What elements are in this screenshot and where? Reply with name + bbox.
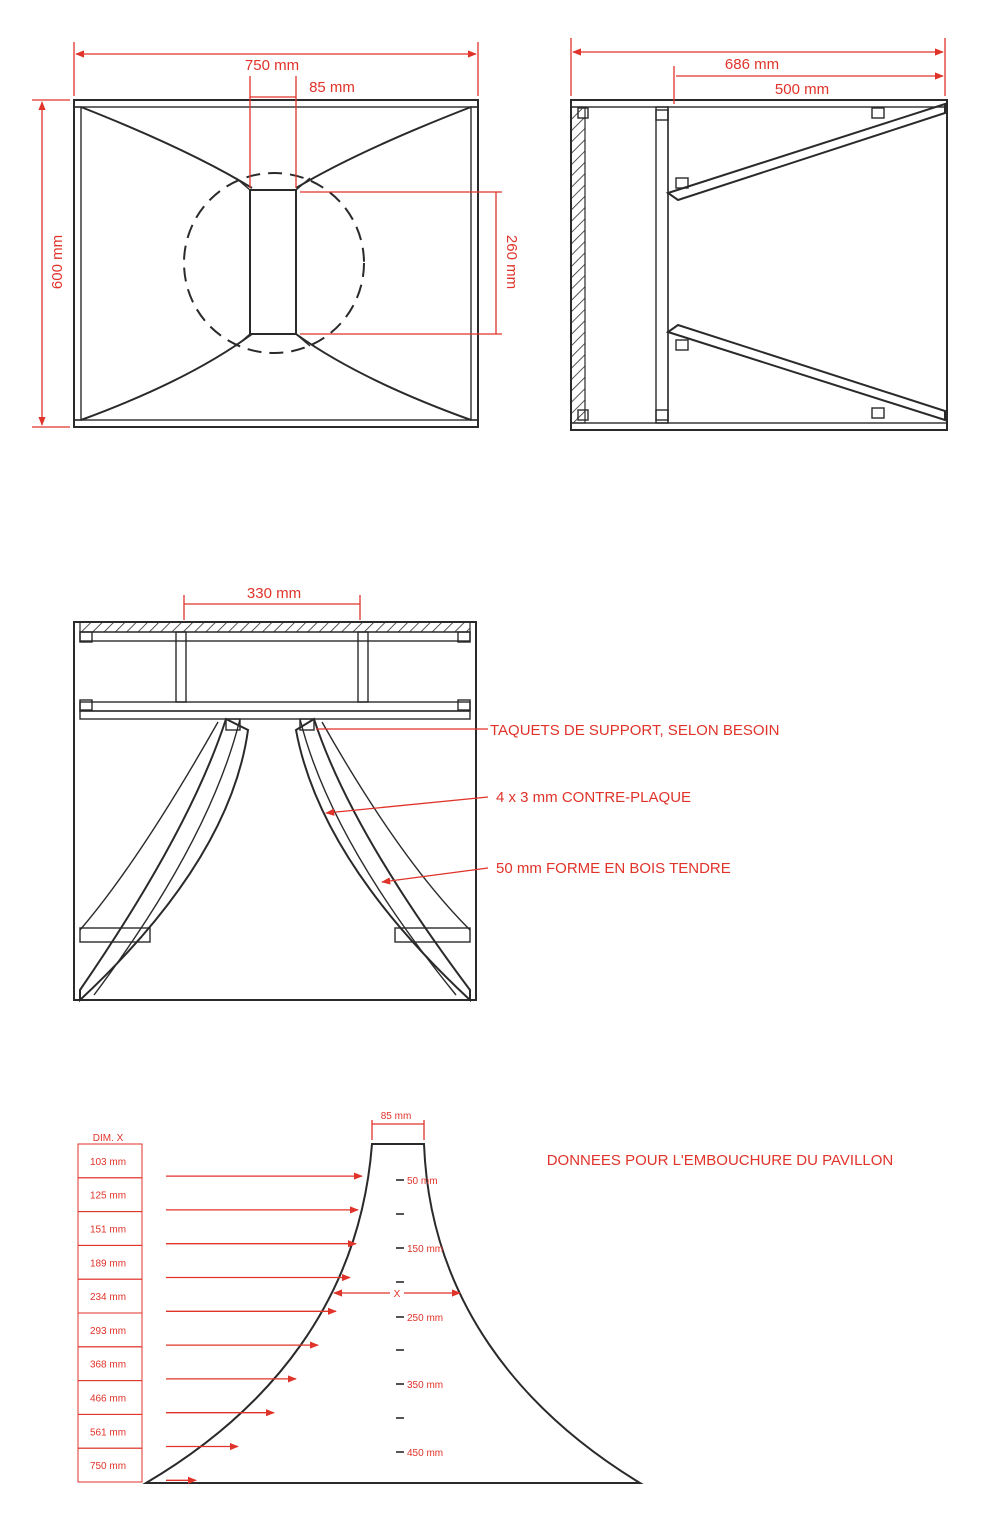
horn-profile-view [78, 1111, 893, 1483]
front-bottom-panel [74, 420, 478, 427]
diameter-table [78, 1144, 142, 1482]
horn-profile-title: DONNEES POUR L'EMBOUCHURE DU PAVILLON [546, 1152, 894, 1169]
throat-height-label: 260 mm [503, 234, 520, 290]
diameter-value: 103 mm [89, 1156, 127, 1168]
front-right-panel [471, 107, 478, 420]
horn-depth-label: 500 mm [774, 81, 830, 98]
axis-mark-label: 50 mm [407, 1176, 438, 1187]
horn-outline [146, 1144, 640, 1483]
side-view [571, 38, 947, 430]
side-hatched-back-panel [571, 107, 585, 423]
side-outer-frame [571, 100, 947, 430]
front-left-panel [74, 107, 81, 420]
diameter-value: 466 mm [89, 1393, 127, 1405]
flare-curve-top-left [81, 107, 252, 188]
axis-marks [393, 1176, 444, 1459]
diameter-value: 234 mm [89, 1292, 127, 1304]
diameter-value: 125 mm [89, 1190, 127, 1202]
callout-leader-softwood [382, 868, 488, 882]
top-brace-right [358, 632, 368, 702]
depth-label: 686 mm [724, 56, 780, 73]
callout-plywood: 4 x 3 mm CONTRE-PLAQUE [496, 789, 692, 806]
width-label: 750 mm [244, 57, 300, 74]
horn-throat-label: 85 mm [380, 1111, 412, 1122]
top-hatched-panel [80, 622, 470, 632]
diameter-value: 750 mm [89, 1461, 127, 1473]
diameter-value: 189 mm [89, 1258, 127, 1270]
front-outer-frame [74, 100, 478, 427]
flare-curve-bottom-left [81, 334, 252, 420]
driver-circle [184, 173, 364, 353]
side-horn-wall-bottom [668, 325, 945, 420]
left-horn-form [80, 719, 248, 1000]
throat-opening [250, 190, 296, 334]
throat-width-label: 85 mm [309, 79, 355, 96]
right-horn-form [296, 719, 470, 1000]
callout-cleats: TAQUETS DE SUPPORT, SELON BESOIN [490, 722, 780, 739]
spacing-label: 330 mm [246, 585, 302, 602]
diameter-value: 368 mm [89, 1359, 127, 1371]
flare-curve-top-right [296, 107, 471, 188]
axis-mark-label: 150 mm [407, 1244, 444, 1255]
top-section-view [74, 585, 780, 1000]
diameter-value: 151 mm [89, 1224, 127, 1236]
diameter-value: 561 mm [89, 1427, 127, 1439]
top-brace-left [176, 632, 186, 702]
axis-mark-label: 250 mm [407, 1313, 444, 1324]
diameter-arrows [166, 1176, 362, 1480]
height-label: 600 mm [49, 234, 66, 290]
front-top-panel [74, 100, 478, 107]
flare-curve-bottom-right [296, 334, 471, 420]
callout-softwood: 50 mm FORME EN BOIS TENDRE [496, 860, 731, 877]
front-view [32, 42, 520, 427]
table-header: DIM. X [92, 1133, 124, 1144]
side-horn-wall-top [668, 104, 945, 200]
axis-mark-label: 350 mm [407, 1380, 444, 1391]
axis-mark-label: 450 mm [407, 1448, 444, 1459]
diameter-value: 293 mm [89, 1325, 127, 1337]
x-marker-label: X [393, 1289, 401, 1300]
side-vertical-brace [656, 107, 668, 423]
